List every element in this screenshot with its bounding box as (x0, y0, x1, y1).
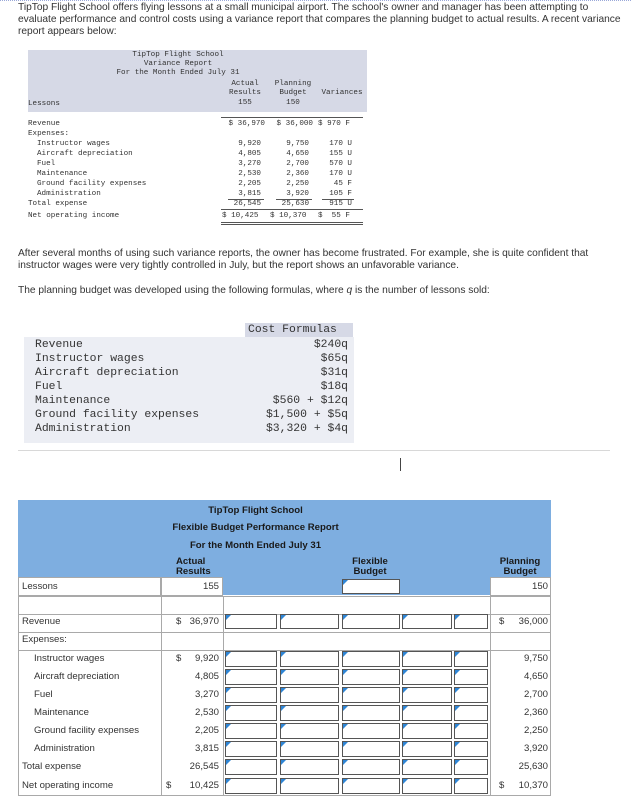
fb-revenue-actual: 36,970 (189, 616, 219, 627)
cf-label: Maintenance (35, 395, 111, 407)
noi-input[interactable] (225, 778, 277, 794)
vr-title: Variance Report (143, 60, 213, 68)
revenue-activity-variance-input[interactable] (225, 614, 277, 629)
vr-row-label: Total expense (28, 200, 88, 208)
vr-rule (221, 224, 363, 225)
fb-total-planning: 25,630 (518, 761, 548, 772)
vr-row-planning: 2,360 (286, 170, 309, 178)
vr-row-label: Maintenance (37, 170, 88, 178)
fb-expense-actual: 2,530 (194, 707, 219, 718)
fb-expense-label: Instructor wages (34, 653, 105, 664)
fb-revenue-label: Revenue (22, 616, 61, 627)
vr-row-planning: $ 36,000 (276, 120, 313, 128)
vr-row-planning: 2,250 (286, 180, 309, 188)
top-border (0, 0, 631, 1)
vr-col-actual-2: Results (229, 89, 261, 97)
expense-input[interactable] (402, 705, 452, 721)
fb-col-flexible-1: Flexible (352, 556, 388, 567)
expense-input[interactable] (280, 651, 339, 667)
cf-label: Administration (35, 423, 131, 435)
fb-expense-label: Fuel (34, 689, 53, 700)
expense-input[interactable] (342, 651, 400, 667)
vr-row-actual: $ 36,970 (228, 120, 265, 128)
fb-dollar: $ (176, 653, 182, 664)
fb-col-planning-2: Budget (503, 566, 537, 577)
expense-input[interactable] (454, 705, 488, 721)
expense-input[interactable] (225, 669, 277, 685)
vr-rule (221, 117, 363, 118)
expense-input[interactable] (454, 741, 488, 757)
cf-label: Instructor wages (35, 353, 145, 365)
vr-lessons-planning: 150 (286, 99, 300, 107)
fb-expense-planning: 9,750 (523, 653, 548, 664)
fb-dollar: $ (176, 616, 182, 627)
vr-row-label: Ground facility expenses (37, 180, 147, 188)
expense-input[interactable] (454, 651, 488, 667)
total-input[interactable] (342, 759, 400, 775)
total-input[interactable] (402, 759, 452, 775)
expense-input[interactable] (402, 723, 452, 739)
fb-lessons-label: Lessons (22, 581, 58, 592)
expense-input[interactable] (280, 687, 339, 703)
vr-rule (221, 209, 363, 210)
vr-col-planning-2: Budget (279, 89, 307, 97)
expense-input[interactable] (280, 723, 339, 739)
separator (18, 450, 610, 451)
vr-row-actual: $ 10,425 (222, 212, 259, 220)
fb-total-label: Total expense (22, 761, 82, 772)
cf-label: Fuel (35, 381, 63, 393)
revenue-spending-variance-fu-input[interactable] (454, 614, 488, 629)
cf-formula: $1,500 + $5q (265, 409, 348, 421)
cf-header: Cost Formulas (248, 324, 337, 336)
intro-line-2: evaluate performance and control costs using a variance report that compares the planning budget to actual results. A recent variance (18, 14, 621, 25)
noi-input[interactable] (454, 778, 488, 794)
vr-row-planning: 9,750 (286, 140, 309, 148)
vr-row-actual: 26,545 (233, 200, 261, 208)
noi-input[interactable] (402, 778, 452, 794)
vr-row-planning: 25,630 (281, 200, 309, 208)
fb-col-actual-2: Results (176, 566, 211, 577)
fb-expense-label: Ground facility expenses (34, 725, 140, 736)
fb-expenses-label: Expenses: (22, 634, 67, 645)
intro-line-1: TipTop Flight School offers flying lessons at a small municipal airport. The school's owner and manager has been attempting to (18, 2, 589, 13)
vr-company: TipTop Flight School (132, 51, 224, 59)
cf-formula: $31q (320, 367, 348, 379)
vr-col-planning-1: Planning (274, 80, 312, 88)
vr-rule (221, 222, 363, 223)
vr-row-variance: 170 U (329, 170, 352, 178)
expense-input[interactable] (225, 651, 277, 667)
expense-input[interactable] (225, 687, 277, 703)
fb-expense-actual: 9,920 (194, 653, 219, 664)
middle-line-2: instructor wages were very tightly controlled in July, but the report shows an unfavorable variance. (18, 260, 459, 271)
intro-line-3: report appears below: (18, 26, 117, 37)
vr-row-variance: 105 F (329, 190, 352, 198)
revenue-spending-variance-input[interactable] (402, 614, 452, 629)
fb-company: TipTop Flight School (208, 505, 303, 516)
vr-row-label: Expenses: (28, 130, 70, 138)
fb-lessons-actual: 155 (202, 581, 219, 592)
fb-expense-planning: 2,250 (523, 725, 548, 736)
expense-input[interactable] (402, 741, 452, 757)
expense-input[interactable] (454, 723, 488, 739)
vr-lessons-actual: 155 (238, 99, 252, 107)
vr-row-variance: $ 970 F (318, 120, 350, 128)
fb-dollar: $ (499, 780, 505, 791)
middle-line-3: The planning budget was developed using the following formulas, where q is the number of lessons sold: (18, 285, 490, 296)
vr-row-actual: 3,815 (238, 190, 261, 198)
fb-expense-actual: 4,805 (194, 671, 219, 682)
total-input[interactable] (454, 759, 488, 775)
vr-row-planning: 3,920 (286, 190, 309, 198)
fb-noi-planning: 10,370 (518, 780, 548, 791)
expense-input[interactable] (342, 669, 400, 685)
fb-col-planning-1: Planning (499, 556, 541, 567)
fb-title: Flexible Budget Performance Report (172, 522, 339, 533)
fb-expense-planning: 2,360 (523, 707, 548, 718)
fb-noi-label: Net operating income (22, 780, 114, 791)
vr-row-variance: 45 F (333, 180, 352, 188)
expense-input[interactable] (342, 741, 400, 757)
noi-input[interactable] (280, 778, 339, 794)
text-cursor (400, 458, 401, 471)
cf-label: Aircraft depreciation (35, 367, 179, 379)
expense-input[interactable] (280, 705, 339, 721)
vr-row-label: Net operating income (28, 212, 120, 220)
vr-row-label: Aircraft depreciation (37, 150, 133, 158)
expense-input[interactable] (454, 669, 488, 685)
fb-expense-label: Maintenance (34, 707, 89, 718)
cf-label: Ground facility expenses (35, 409, 200, 421)
flexible-lessons-input[interactable] (342, 579, 400, 594)
fb-dollar: $ (166, 780, 172, 791)
fb-grid-line (18, 632, 551, 633)
cf-formula: $560 + $12q (272, 395, 348, 407)
vr-row-variance: 170 U (329, 140, 352, 148)
expense-input[interactable] (402, 687, 452, 703)
vr-row-actual: 4,805 (238, 150, 261, 158)
cf-label: Revenue (35, 339, 83, 351)
fb-noi-actual: 10,425 (189, 780, 219, 791)
expense-input[interactable] (402, 669, 452, 685)
vr-row-variance: 155 U (329, 150, 352, 158)
vr-row-label: Administration (37, 190, 101, 198)
revenue-flexible-input[interactable] (342, 614, 400, 629)
expense-input[interactable] (225, 705, 277, 721)
expense-input[interactable] (280, 741, 339, 757)
expense-input[interactable] (342, 723, 400, 739)
expense-input[interactable] (454, 687, 488, 703)
vr-row-planning: $ 10,370 (270, 212, 307, 220)
expense-input[interactable] (225, 741, 277, 757)
fb-col-flexible-2: Budget (353, 566, 387, 577)
fb-expense-planning: 4,650 (523, 671, 548, 682)
revenue-activity-variance-fu-input[interactable] (280, 614, 339, 629)
expense-input[interactable] (342, 687, 400, 703)
vr-row-label: Fuel (37, 160, 56, 168)
fb-grid-line (223, 596, 224, 796)
vr-period: For the Month Ended July 31 (116, 69, 240, 77)
vr-row-planning: 2,700 (286, 160, 309, 168)
fb-lessons-planning: 150 (531, 581, 548, 592)
fb-expense-actual: 3,815 (194, 743, 219, 754)
fb-expense-planning: 3,920 (523, 743, 548, 754)
fb-expense-planning: 2,700 (523, 689, 548, 700)
fb-period: For the Month Ended July 31 (189, 540, 322, 551)
vr-row-variance: $ 55 F (318, 212, 350, 220)
vr-col-variances: Variances (321, 89, 363, 97)
fb-expense-label: Administration (34, 743, 95, 754)
cf-formula: $3,320 + $4q (265, 423, 348, 435)
fb-expense-label: Aircraft depreciation (34, 671, 120, 682)
expense-input[interactable] (402, 651, 452, 667)
expense-input[interactable] (225, 723, 277, 739)
vr-row-label: Revenue (28, 120, 60, 128)
fb-dollar: $ (499, 616, 505, 627)
middle-line-1: After several months of using such variance reports, the owner has become frustrated. For example, she is quite confident that (18, 248, 589, 259)
vr-row-planning: 4,650 (286, 150, 309, 158)
expense-input[interactable] (342, 705, 400, 721)
vr-row-variance: 915 U (329, 200, 352, 208)
vr-row-actual: 9,920 (238, 140, 261, 148)
vr-lessons-label: Lessons (28, 100, 60, 108)
vr-row-actual: 3,270 (238, 160, 261, 168)
cf-formula: $65q (320, 353, 348, 365)
total-input[interactable] (225, 759, 277, 775)
vr-col-actual-1: Actual (231, 80, 259, 88)
cf-formula: $240q (313, 339, 348, 351)
cf-formula: $18q (320, 381, 348, 393)
expense-input[interactable] (280, 669, 339, 685)
flexible-budget-report (18, 500, 551, 796)
fb-expense-actual: 2,205 (194, 725, 219, 736)
fb-total-actual: 26,545 (189, 761, 219, 772)
vr-row-variance: 570 U (329, 160, 352, 168)
fb-col-actual-1: Actual (176, 556, 206, 567)
vr-row-actual: 2,205 (238, 180, 261, 188)
variance-report (28, 50, 367, 227)
fb-revenue-planning: 36,000 (518, 616, 548, 627)
vr-row-label: Instructor wages (37, 140, 110, 148)
vr-row-actual: 2,530 (238, 170, 261, 178)
total-input[interactable] (280, 759, 339, 775)
fb-expense-actual: 3,270 (194, 689, 219, 700)
noi-input[interactable] (342, 778, 400, 794)
